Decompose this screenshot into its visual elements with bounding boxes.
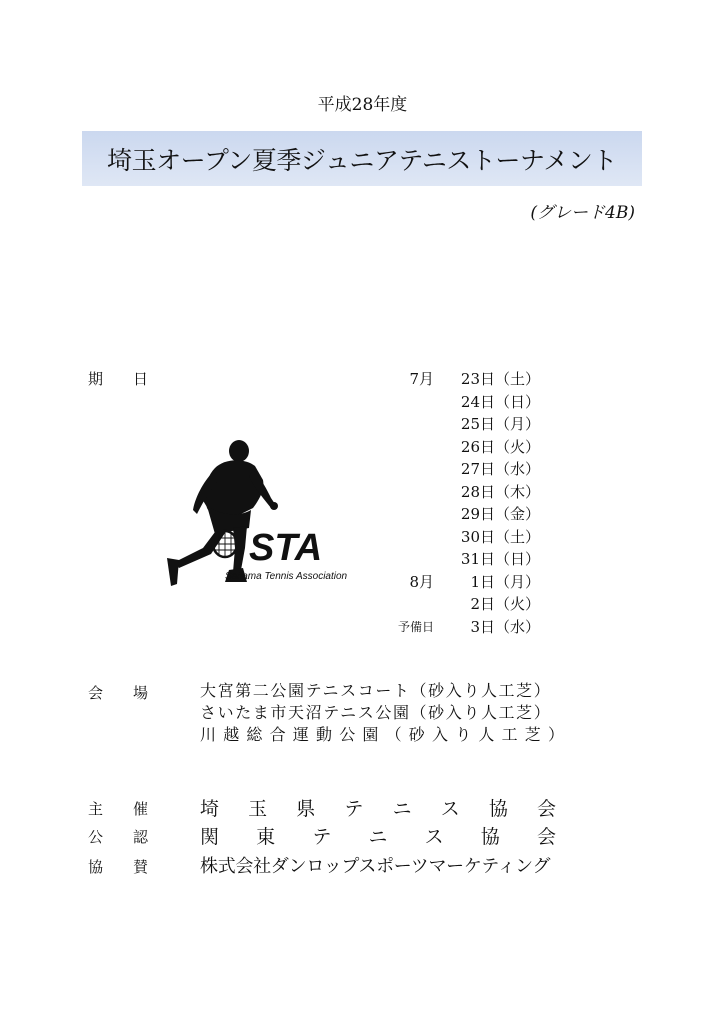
date-day: 3日（水）	[470, 617, 540, 636]
venue-item: 大宮第二公園テニスコート（砂入り人工芝）	[200, 681, 552, 700]
date-month: 8月	[409, 572, 434, 591]
tournament-title: 埼玉オープン夏季ジュニアテニストーナメント	[107, 145, 617, 175]
grade-label: (グレード4B)	[530, 203, 635, 223]
date-month: 予備日	[397, 619, 434, 634]
date-row	[380, 526, 540, 549]
date-day: 30日（土）	[460, 527, 540, 546]
date-day: 24日（日）	[460, 392, 540, 411]
schedule-label: 期 日	[88, 370, 148, 388]
date-day: 23日（土）	[460, 370, 540, 388]
date-day: 2日（火）	[470, 595, 540, 613]
date-day: 26日（火）	[460, 437, 540, 456]
venue-item: さいたま市天沼テニス公園（砂入り人工芝）	[200, 703, 552, 722]
venue-item: 川越総合運動公園（砂入り人工芝）	[200, 725, 572, 744]
date-row	[380, 571, 540, 594]
date-row	[380, 548, 540, 571]
approval-organization: 関 東 テ ニ ス 協 会	[200, 826, 556, 848]
date-day: 29日（金）	[460, 505, 540, 523]
venue-label: 会 場	[88, 684, 148, 702]
sta-logo	[163, 438, 348, 588]
tennis-player-silhouette-icon	[163, 438, 348, 588]
sponsor-organization: 株式会社ダンロップスポーツマーケティング	[200, 856, 551, 877]
host-organization: 埼 玉 県 テ ニ ス 協 会	[200, 798, 556, 820]
logo-abbr: STA	[249, 527, 323, 569]
venue-list	[200, 680, 571, 746]
date-day: 28日（木）	[460, 482, 540, 501]
date-row	[380, 616, 540, 639]
date-row	[380, 436, 540, 459]
date-day: 25日（月）	[460, 415, 540, 433]
title-banner	[82, 131, 642, 186]
approval-label: 公 認	[88, 828, 148, 846]
host-label: 主 催	[88, 800, 148, 818]
date-row	[380, 481, 540, 504]
era-year: 平成28年度	[317, 95, 408, 115]
date-day: 27日（水）	[460, 460, 540, 478]
sponsor-label: 協 賛	[88, 858, 148, 876]
date-row	[380, 413, 540, 436]
logo-name: Saitama Tennis Association	[225, 571, 348, 582]
date-row	[380, 368, 540, 391]
date-month: 7月	[409, 370, 434, 388]
schedule-dates	[380, 368, 540, 638]
date-row	[380, 458, 540, 481]
date-day: 1日（月）	[470, 572, 540, 591]
date-row	[380, 503, 540, 526]
date-row	[380, 391, 540, 414]
date-day: 31日（日）	[460, 550, 540, 568]
date-row	[380, 593, 540, 616]
